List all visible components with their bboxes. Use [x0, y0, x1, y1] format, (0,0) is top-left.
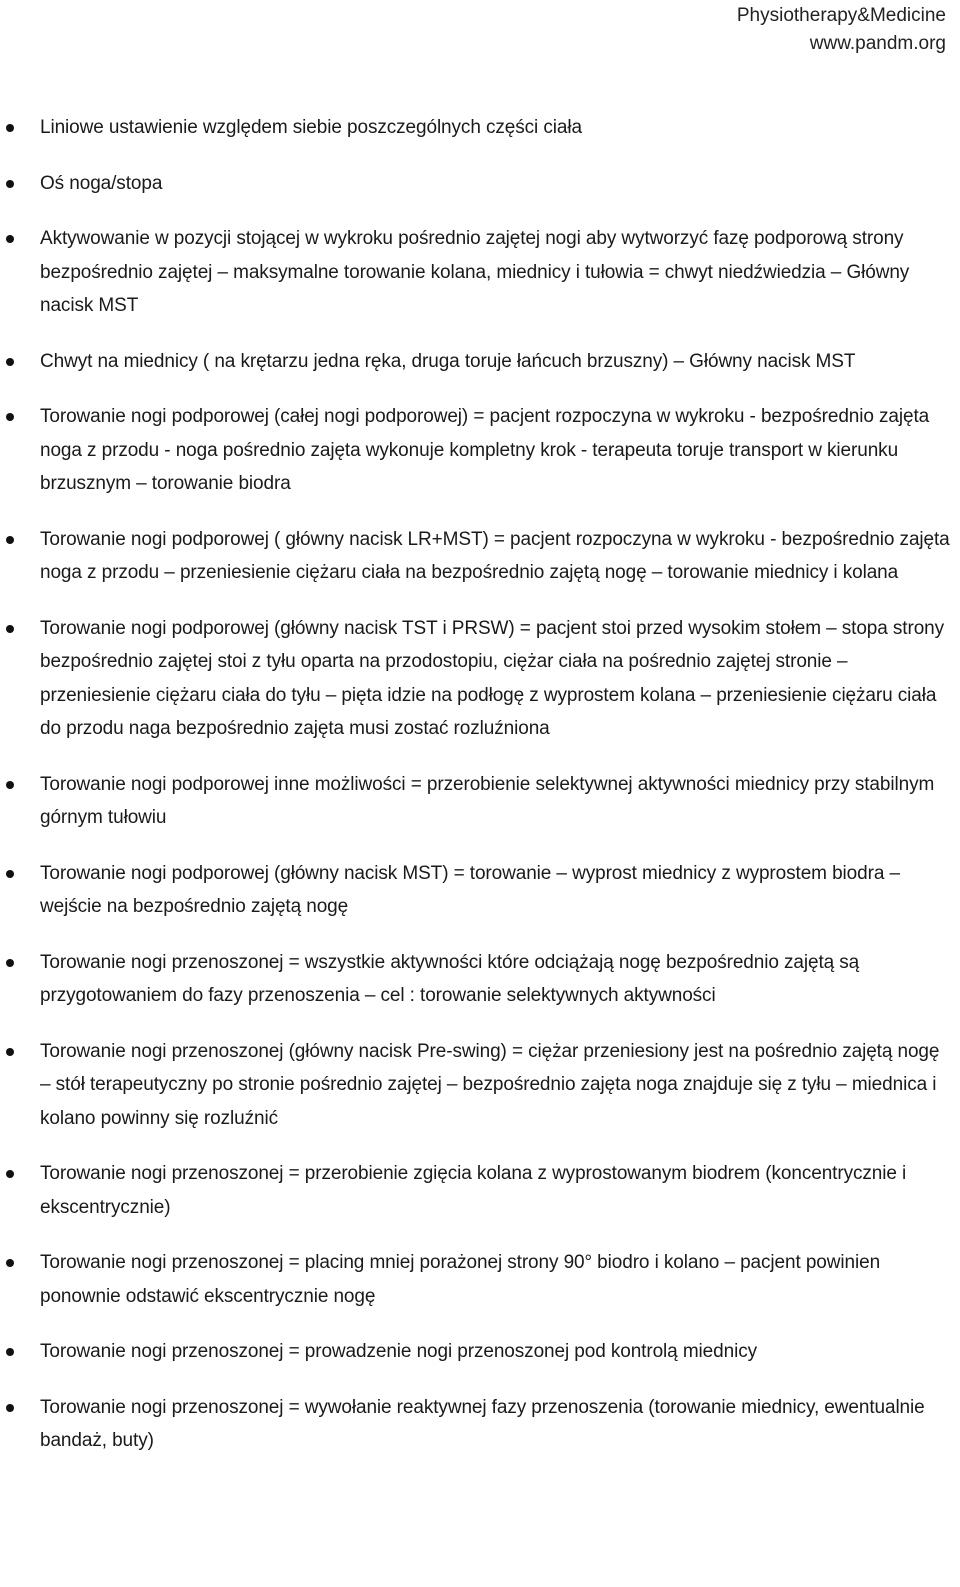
bullet-icon [6, 1048, 14, 1056]
list-item-text: Torowanie nogi przenoszonej = przerobienie zgięcia kolana z wyprostowanym biodrem (koncentrycznie i ekscentrycznie) [40, 1163, 907, 1218]
bullet-icon [6, 1348, 14, 1356]
list-item-text: Torowanie nogi przenoszonej = placing mniej porażonej strony 90° biodro i kolano – pacjent powinien ponownie odstawić ekscentrycznie nogę [40, 1252, 881, 1307]
list-item-text: Liniowe ustawienie względem siebie poszczególnych części ciała [40, 117, 582, 138]
list-item-text: Torowanie nogi przenoszonej = wszystkie aktywności które odciążają nogę bezpośrednio zajętą są przygotowaniem do fazy przenoszenia – cel : torowanie selektywnych aktywności [40, 951, 860, 1006]
list-item [0, 946, 960, 1013]
list-item [0, 857, 960, 924]
list-item [0, 1035, 960, 1136]
bullet-icon [6, 1170, 14, 1178]
document-body [0, 111, 960, 1480]
bullet-icon [6, 870, 14, 878]
bullet-icon [6, 959, 14, 967]
list-item-text: Oś noga/stopa [40, 172, 163, 194]
list-item-text: Torowanie nogi podporowej inne możliwości = przerobienie selektywnej aktywności miednicy przy stabilnym górnym tułowiu [40, 773, 935, 828]
header-url: www.pandm.org [809, 33, 946, 54]
list-item [0, 1246, 960, 1313]
bullet-icon [6, 358, 14, 366]
list-item-text: Aktywowanie w pozycji stojącej w wykroku pośrednio zajętej nogi aby wytworzyć fazę podporową strony bezpośrednio zajętej – maksymalne torowanie kolana, miednicy i tułowia = chwyt niedźwiedzia – Główny nacisk MST [40, 228, 910, 316]
list-item-text: Torowanie nogi podporowej (główny nacisk TST i PRSW) = pacjent stoi przed wysokim stołem – stopa strony bezpośrednio zajętej stoi z tyłu oparta na przodostopiu, ciężar ciała na pośrednio zajętej stronie – przeniesienie ciężaru ciała do tyłu – pięta idzie na podłogę z wyprostem kolana – przeniesienie ciężaru ciała do przodu naga bezpośrednio zajęta musi zostać rozluźniona [40, 617, 945, 739]
list-item-text: Torowanie nogi podporowej (całej nogi podporowej) = pacjent rozpoczyna w wykroku - bezpośrednio zajęta noga z przodu - noga pośrednio zajęta wykonuje kompletny krok - terapeuta toruje transport w kierunku brzusznym – torowanie biodra [40, 406, 930, 494]
bullet-icon [6, 180, 14, 188]
list-item-text: Torowanie nogi podporowej (główny nacisk MST) = torowanie – wyprost miednicy z wyprostem biodra – wejście na bezpośrednio zajętą nogę [40, 862, 900, 917]
list-item-text: Torowanie nogi przenoszonej = wywołanie reaktywnej fazy przenoszenia (torowanie miednicy, ewentualnie bandaż, buty) [40, 1396, 925, 1451]
bullet-icon [6, 413, 14, 421]
list-item [0, 345, 960, 379]
list-item [0, 523, 960, 590]
list-item [0, 612, 960, 746]
list-item-text: Chwyt na miednicy ( na krętarzu jedna ręka, druga toruje łańcuch brzuszny) – Główny nacisk MST [40, 350, 856, 372]
header-title: Physiotherapy&Medicine [736, 5, 946, 26]
list-item-text: Torowanie nogi przenoszonej = prowadzenie nogi przenoszonej pod kontrolą miednicy [40, 1341, 757, 1362]
list-item [0, 1335, 960, 1369]
list-item [0, 1157, 960, 1224]
list-item [0, 768, 960, 835]
bullet-icon [6, 124, 14, 132]
list-item [0, 1391, 960, 1458]
list-item [0, 167, 960, 201]
bullet-icon [6, 1259, 14, 1267]
list-item [0, 400, 960, 501]
list-item [0, 222, 960, 323]
bullet-icon [6, 1404, 14, 1412]
bullet-icon [6, 235, 14, 243]
bullet-icon [6, 781, 14, 789]
list-item-text: Torowanie nogi podporowej ( główny nacisk LR+MST) = pacjent rozpoczyna w wykroku - bezpośrednio zajęta noga z przodu – przeniesienie ciężaru ciała na bezpośrednio zajętą nogę – torowanie miednicy i kolana [40, 528, 950, 583]
bullet-list [0, 111, 960, 1458]
list-item [0, 111, 960, 145]
page-header [737, 2, 946, 58]
list-item-text: Torowanie nogi przenoszonej (główny nacisk Pre-swing) = ciężar przeniesiony jest na pośrednio zajętą nogę – stół terapeutyczny po stronie pośrednio zajętej – bezpośrednio zajęta noga znajduje się z tyłu – miednica i kolano powinny się rozluźnić [40, 1040, 940, 1129]
bullet-icon [6, 625, 14, 633]
bullet-icon [6, 536, 14, 544]
